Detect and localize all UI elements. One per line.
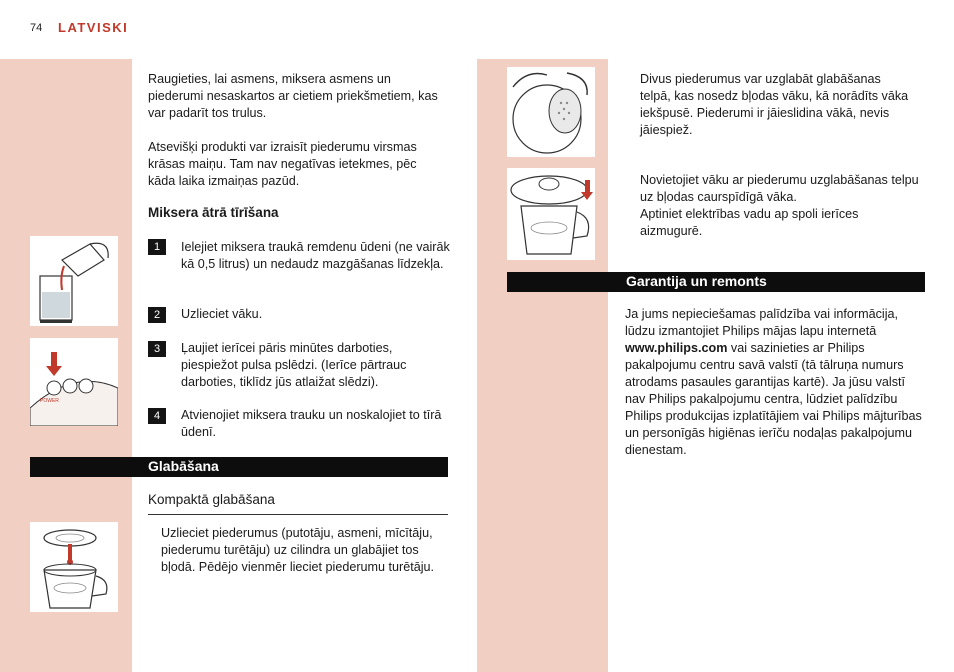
pouring-water-illustration <box>30 236 118 326</box>
lid-storage-text: Divus piederumus var uzglabāt glabāšanas telpā, kas nosedz bļodas vāku, kā norādīts vāka iekšpusē. Piederumi ir jāieslidina vākā, nevis jāiespiež. <box>640 72 909 137</box>
step-number-3: 3 <box>148 341 166 357</box>
compact-storage-title: Kompaktā glabāšana <box>148 492 275 507</box>
step-text-3: Ļaujiet ierīcei pāris minūtes darboties, piespiežot pulsa pslēdzi. (Ierīce pārtrauc darboties, tiklīdz jūs atlaižat slēdzi). <box>181 341 407 389</box>
step-number-2: 2 <box>148 307 166 323</box>
pulse-button-label: POWER <box>40 398 59 404</box>
step-text-1: Ielejiet miksera traukā remdenu ūdeni (ne vairāk kā 0,5 litrus) un nedaudz mazgāšanas līdzekļa. <box>181 240 450 271</box>
page-number: 74 <box>30 22 43 34</box>
pulse-button-illustration <box>30 338 118 426</box>
image-notch <box>598 73 608 89</box>
quick-clean-title: Miksera ātrā tīrīšana <box>148 205 279 220</box>
image-notch <box>122 528 132 544</box>
cord-storage-text: Aptiniet elektrības vadu ap spoli ierīces aizmugurē. <box>640 207 859 238</box>
language-heading: LATVISKI <box>58 20 129 35</box>
lid-on-bowl-text: Novietojiet vāku ar piederumu uzglabāšanas telpu uz bļodas caurspīdīgā vāka. <box>640 173 919 204</box>
lid-on-bowl-illustration <box>507 168 595 260</box>
step-number-4: 4 <box>148 408 166 424</box>
image-notch <box>122 242 132 258</box>
step-text-2: Uzlieciet vāku. <box>181 307 263 321</box>
lid-storage-illustration <box>507 67 595 157</box>
philips-website-link[interactable]: www.philips.com <box>625 341 728 355</box>
warranty-text-intro: Ja jums nepieciešamas palīdzība vai informācija, lūdzu izmantojiet Philips mājas lapu internetā <box>625 307 898 338</box>
storage-title: Glabāšana <box>148 458 219 474</box>
warranty-title: Garantija un remonts <box>626 273 767 289</box>
compact-storage-text: Uzlieciet piederumus (putotāju, asmeni, mīcītāju, piederumu turētāju) uz cilindra un glabājiet tos bļodā. Pēdējo vienmēr lieciet piederumu turētāju. <box>161 526 435 574</box>
image-notch <box>122 344 132 360</box>
warranty-section-bar <box>507 272 925 292</box>
storage-section-bar <box>30 457 448 477</box>
warranty-text-body: vai sazinieties ar Philips pakalpojumu centru savā valstī (tā tālruņa numurs atrodams pasaules garantijas kartē). Ja jūsu valstī nav Philips pakalpojumu centra, lūdziet palīdzību Philips produkcijas izplatītājiem vai Philips mājturības un personīgās higiēnas ierīču nodaļas pakalpojumu dienestam. <box>625 341 922 457</box>
image-notch <box>598 174 608 190</box>
warranty-text <box>625 306 925 459</box>
compact-rule <box>148 514 448 515</box>
intro-paragraph-2: Atsevišķi produkti var izraisīt piederumu virsmas krāsas maiņu. Tam nav negatīvas ietekmes, pēc kāda laika izmaiņas pazūd. <box>148 140 417 188</box>
accessories-in-bowl-illustration <box>30 522 118 612</box>
step-text-4: Atvienojiet miksera trauku un noskalojiet to tīrā ūdenī. <box>181 408 442 439</box>
intro-paragraph-1: Raugieties, lai asmens, miksera asmens un piederumi nesaskartos ar cietiem priekšmetiem, kas var padarīt tos trulus. <box>148 72 438 120</box>
step-number-1: 1 <box>148 239 166 255</box>
